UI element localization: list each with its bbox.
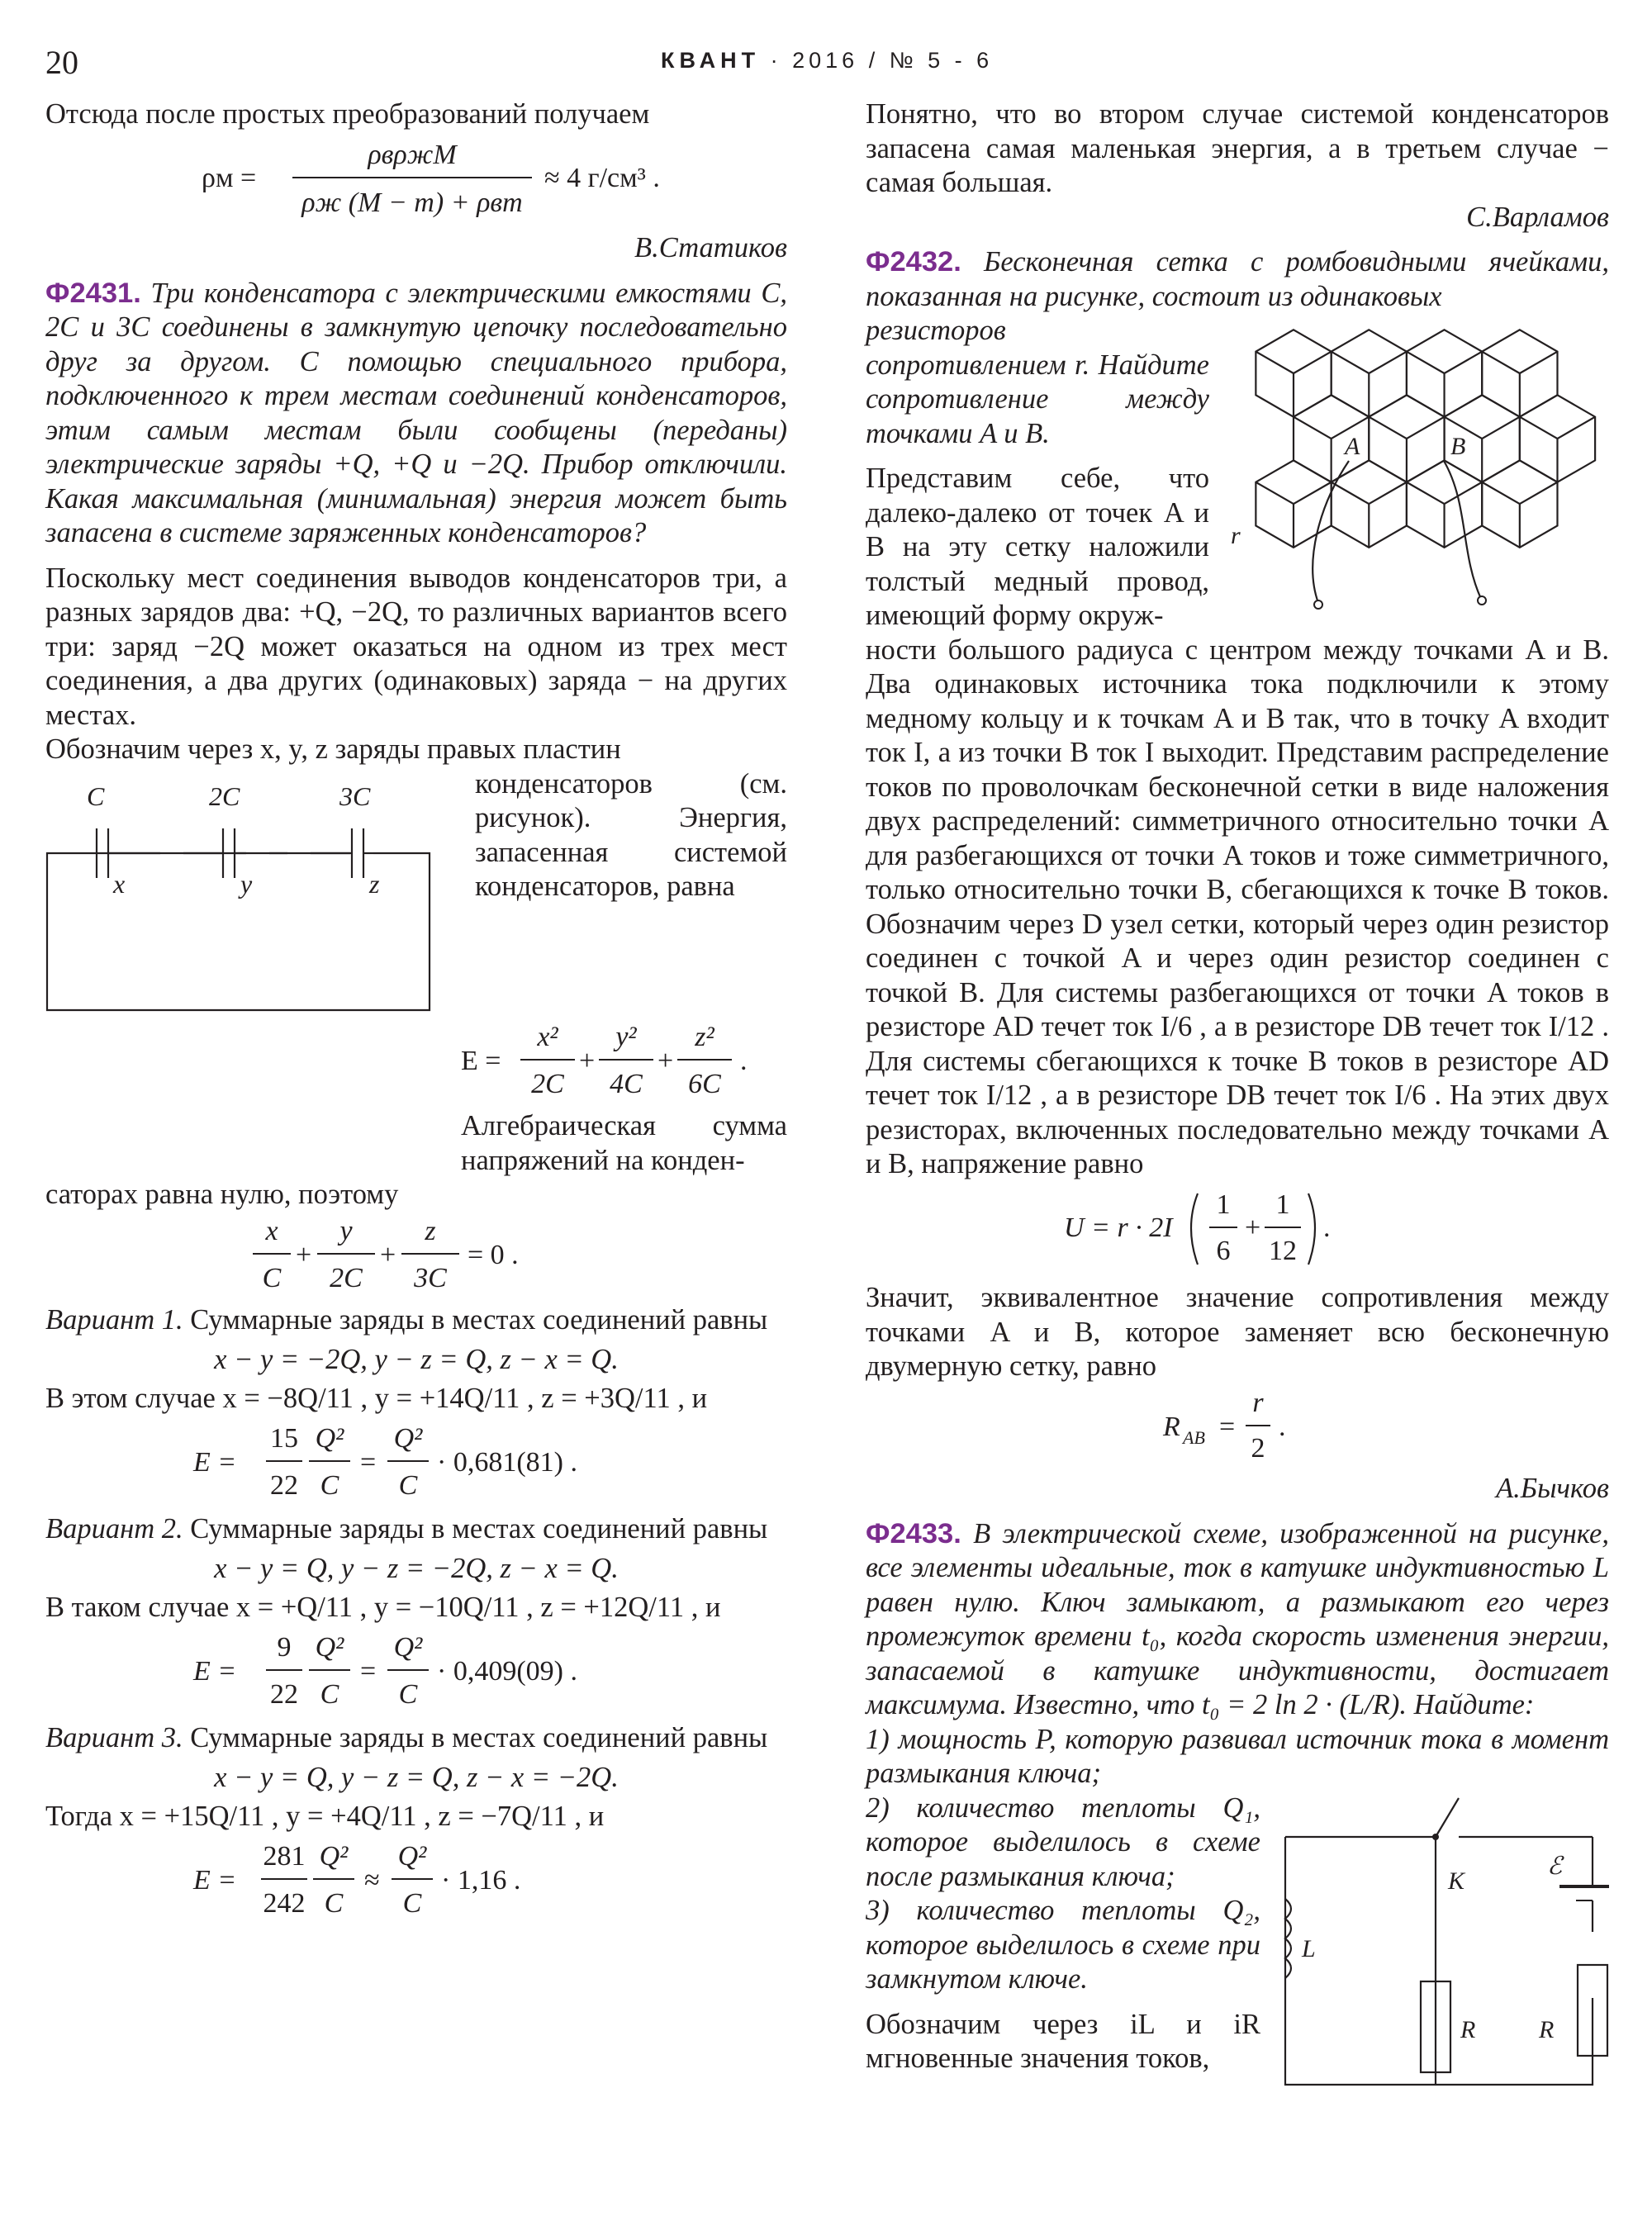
- eq-R-sub: AB: [1183, 1426, 1205, 1448]
- svg-text:+: +: [579, 1045, 596, 1076]
- eq-U-f1n: 1: [1216, 1189, 1231, 1220]
- v2-E-qd: C: [320, 1678, 339, 1710]
- variant-3-intro: [45, 1721, 787, 1756]
- grid-edge: [1369, 352, 1407, 373]
- variant-1-equation: x − y = −2Q, y − z = Q, z − x = Q.: [214, 1343, 619, 1375]
- cap-label-3c: 3C: [339, 781, 371, 811]
- eq-sum-t3d: 3C: [414, 1262, 447, 1293]
- eq-E-end: .: [740, 1045, 748, 1076]
- grid-edge: [1482, 482, 1520, 504]
- inductor-circuit-figure: [1270, 1791, 1609, 2097]
- problem-f2431: [45, 277, 787, 551]
- problem-label-f2431: Ф2431.: [45, 277, 141, 309]
- grid-edge: [1294, 352, 1332, 373]
- eq-U-lhs: U = r · 2I: [1064, 1212, 1173, 1243]
- grid-edge: [1294, 482, 1332, 504]
- paragraph-copper-wire: Представим себе, что далеко-далеко от точек A и B на эту сетку наложили толстый медный провод, имеющий форму окруж-: [866, 463, 1209, 631]
- svg-text:Q²: Q²: [393, 1422, 423, 1454]
- grid-edge: [1294, 417, 1332, 439]
- charge-label-x: x: [113, 868, 126, 899]
- v3-E-qn: Q²: [319, 1840, 349, 1872]
- eq-R-lhs: R: [1163, 1411, 1180, 1442]
- eq-U-f2d: 12: [1269, 1235, 1297, 1266]
- charge-label-z: z: [369, 868, 380, 899]
- paragraph-energy: конденсаторов (см. рисунок). Энергия, запасенная системой конденсаторов, равна: [475, 767, 787, 902]
- intro-line: Отсюда после простых преобразований получаем: [45, 98, 650, 130]
- eq-E-t2d: 4C: [610, 1068, 643, 1099]
- variant-2-intro: [45, 1512, 787, 1547]
- grid-edge: [1520, 482, 1558, 504]
- eq-rho-lhs: ρм =: [202, 162, 257, 193]
- problem-label-f2433: Ф2433.: [866, 1517, 961, 1549]
- paragraph-notation-lead: Обозначим через x, y, z заряды правых пластин: [45, 733, 621, 765]
- variant-2-energy: [45, 1625, 787, 1722]
- grid-edge: [1369, 417, 1407, 439]
- v2-E-cn: 9: [277, 1631, 292, 1663]
- grid-edge: [1407, 482, 1445, 504]
- equation-voltage: [866, 1182, 1609, 1282]
- grid-edge: [1482, 352, 1520, 373]
- grid-lines: [1256, 330, 1595, 548]
- grid-edge: [1557, 417, 1595, 439]
- v2-E-tail: · 0,409(09) .: [437, 1655, 577, 1687]
- svg-text:C: C: [402, 1887, 422, 1919]
- eq-R-end: .: [1279, 1411, 1286, 1442]
- problem-label-f2432: Ф2432.: [866, 246, 961, 278]
- v1-E-cd: 22: [270, 1469, 298, 1501]
- equation-rho-m: [45, 132, 787, 232]
- variant-3-head: Вариант 3.: [45, 1722, 183, 1753]
- equation-energy: [461, 904, 787, 1110]
- problem-f2433: [866, 1517, 1609, 1723]
- problem-text-f2432-full: Бесконечная сетка с ромбовидными ячейками, показанная на рисунке, состоит из одинаковых: [866, 246, 1610, 312]
- v3-E-cn: 281: [263, 1840, 306, 1872]
- grid-edge: [1482, 417, 1520, 439]
- paragraph-instant-currents: Обозначим через iL и iR мгновенные значения токов,: [866, 2008, 1260, 2074]
- variant-3-energy: [45, 1834, 787, 1931]
- signature-bychkov: А.Бычков: [1496, 1473, 1609, 1504]
- svg-text:C: C: [398, 1678, 418, 1710]
- svg-text:Q²: Q²: [393, 1631, 423, 1663]
- grid-label-r: r: [1231, 522, 1241, 549]
- v1-E-qd: C: [320, 1469, 339, 1501]
- paragraph-energy-comparison: Понятно, что во втором случае системой конденсаторов запасена самая маленькая энергия, а в третьем случае − самая большая.: [866, 98, 1609, 198]
- problem-f2433-item-1: 1) мощность P, которую развивал источник тока в момент размыкания ключа;: [866, 1723, 1609, 1789]
- grid-edge: [1369, 482, 1407, 504]
- v1-E-lhs: E =: [193, 1446, 237, 1478]
- eq-R-den: 2: [1251, 1432, 1265, 1464]
- svg-text:Q²: Q²: [397, 1840, 427, 1872]
- problem-f2433-item-3: 3) количество теплоты Q₂, которое выделилось в схеме при замкнутом ключе.: [866, 1895, 1260, 1995]
- variant-1-intro: [45, 1303, 787, 1338]
- rhombic-grid-figure: [1221, 314, 1609, 619]
- grid-edge: [1256, 482, 1294, 504]
- svg-text:+: +: [380, 1239, 396, 1270]
- right-column: [866, 97, 1609, 2097]
- v3-E-qd: C: [324, 1887, 344, 1919]
- grid-edge: [1407, 352, 1445, 373]
- page-number: 20: [45, 44, 78, 81]
- grid-point-a: A: [1345, 433, 1360, 460]
- resistor-label-1: R: [1460, 2015, 1476, 2043]
- eq-sum-t1n: x: [265, 1215, 278, 1246]
- charge-label-y: y: [240, 868, 253, 899]
- grid-edge: [1445, 482, 1483, 504]
- svg-text:+: +: [296, 1239, 312, 1270]
- switch-label-k: K: [1448, 1867, 1465, 1895]
- grid-edge: [1520, 417, 1558, 439]
- eq-E-t1n: x²: [537, 1021, 558, 1052]
- emf-label: ℰ: [1547, 1852, 1563, 1880]
- variant-1-case: В этом случае x = −8Q/11 , y = +14Q/11 , z = +3Q/11 , и: [45, 1383, 708, 1414]
- v2-E-qn: Q²: [315, 1631, 344, 1663]
- eq-rho-rhs: ≈ 4 г/см³ .: [544, 162, 660, 193]
- resistor-label-2: R: [1539, 2015, 1555, 2043]
- grid-edge: [1332, 352, 1370, 373]
- journal-title: КВАНТ: [661, 48, 761, 73]
- v1-E-eq: =: [360, 1446, 377, 1478]
- grid-edge: [1332, 482, 1370, 504]
- variant-1-head: Вариант 1.: [45, 1304, 183, 1336]
- v1-E-cn: 15: [270, 1422, 298, 1454]
- paragraph-equivalent: Значит, эквивалентное значение сопротивления между точками A и B, которое заменяет всю бесконечную двумерную сетку, равно: [866, 1282, 1609, 1382]
- equation-resistance: [866, 1384, 1609, 1473]
- v3-E-cd: 242: [263, 1887, 306, 1919]
- variant-1-energy: [45, 1416, 787, 1513]
- eq-E-lhs: E =: [461, 1045, 501, 1076]
- v2-E-cd: 22: [270, 1678, 298, 1710]
- variant-3-text: Суммарные заряды в местах соединений равны: [190, 1722, 768, 1753]
- journal-issue: · 2016 / № 5 - 6: [770, 48, 994, 73]
- problem-text-f2432-narrow: резисторов сопротивлением r. Найдите сопротивление между точками A и B.: [866, 315, 1209, 449]
- variant-2-head: Вариант 2.: [45, 1513, 183, 1545]
- eq-U-f2n: 1: [1275, 1189, 1290, 1220]
- equation-sum: [45, 1212, 787, 1304]
- paragraph-sum-zero: саторах равна нулю, поэтому: [45, 1179, 399, 1210]
- inductor-label-l: L: [1302, 1934, 1316, 1962]
- eq-sum-t1d: C: [262, 1262, 282, 1293]
- svg-text:C: C: [398, 1469, 418, 1501]
- grid-edge: [1520, 352, 1558, 373]
- svg-text:+: +: [1245, 1212, 1261, 1243]
- eq-E-t3d: 6C: [688, 1068, 721, 1099]
- eq-U-f1d: 6: [1216, 1235, 1231, 1266]
- eq-rho-den: ρж (M − m) + ρвm: [301, 187, 523, 218]
- problem-text-f2431: Три конденсатора с электрическими емкостями C, 2C и 3C соединены в замкнутую цепочку последовательно друг за другом. С помощью специального прибора, подключенного к трем местам соединений конденсаторов, этим самым местам были сообщены (переданы) электрические заряды +Q, +Q и −2Q. Прибор отключили. Какая максимальная (минимальная) энергия может быть запасена в системе заряженных конденсаторов?: [45, 277, 787, 548]
- eq-sum-t2d: 2C: [330, 1262, 363, 1293]
- v1-E-qn: Q²: [315, 1422, 344, 1454]
- variant-3-equation: x − y = Q, y − z = Q, z − x = −2Q.: [214, 1761, 619, 1793]
- grid-edge: [1407, 417, 1445, 439]
- problem-text-f2433: В электрической схеме, изображенной на рисунке, все элементы идеальные, ток в катушке индуктивностью L равен нулю. Ключ замыкают, а размыкают его через промежуток времени t₀, когда скорость изменения энергии, запасаемой в катушке индуктивности, достигает максимума. Известно, что t₀ = 2 ln 2 · (L/R). Найдите:: [866, 1517, 1609, 1720]
- v3-E-eq: ≈: [364, 1864, 380, 1896]
- v1-E-tail: · 0,681(81) .: [437, 1446, 577, 1478]
- variant-2-text: Суммарные заряды в местах соединений равны: [190, 1513, 768, 1545]
- variant-3-case: Тогда x = +15Q/11 , y = +4Q/11 , z = −7Q/11 , и: [45, 1801, 605, 1832]
- cap-label-2c: 2C: [209, 781, 240, 811]
- variant-1-text: Суммарные заряды в местах соединений равны: [190, 1304, 768, 1336]
- left-column: [45, 97, 787, 1930]
- journal-header: [661, 48, 993, 74]
- variant-2-equation: x − y = Q, y − z = −2Q, z − x = Q.: [214, 1552, 619, 1584]
- grid-point-b: B: [1450, 433, 1466, 460]
- problem-f2433-item-2: 2) количество теплоты Q₁, которое выделилось в схеме после размыкания ключа;: [866, 1791, 1260, 1892]
- paragraph-variants-count: Поскольку мест соединения выводов конденсаторов три, а разных зарядов два: +Q, −2Q, то различных вариантов всего три: заряд −2Q может оказаться на одном из трех мест соединения, а два других (одинаковых) заряда − на других местах.: [45, 562, 787, 731]
- figure-wrap: [45, 767, 787, 1179]
- eq-R-mid: =: [1219, 1411, 1236, 1442]
- cap-label-c: C: [87, 781, 105, 811]
- eq-E-t1d: 2C: [531, 1068, 564, 1099]
- problem-f2432-line: [866, 245, 1609, 314]
- paragraph-current-distribution: ности большого радиуса с центром между точками A и B. Два одинаковых источника тока подключили к этому медному кольцу и к точкам A и B так, что в точку A входит ток I, а из точки B ток I выходит. Представим распределение токов по проволочкам бесконечной сетки в виде наложения двух распределений: симметричного относительно точки A для разбегающихся от точки A токов и тоже симметричного, только относительно точки B, сбегающихся к точке B токов. Обозначим через D узел сетки, который через один резистор соединен с точкой A и через один резистор соединен с точкой B. Для системы разбегающихся от точки A токов в резисторе AD течет ток I/6 , а в резисторе DB течет ток I/12 . Для системы сбегающихся к точке B токов в резисторе AD течет ток I/12 , а в резисторе DB течет ток I/6 . На этих двух резисторах, включенных последовательно между точками A и B, напряжение равно: [866, 633, 1609, 1179]
- v2-E-lhs: E =: [193, 1655, 237, 1687]
- eq-sum-t3n: z: [425, 1215, 436, 1246]
- signature-statikov: В.Статиков: [634, 232, 787, 263]
- capacitor-circuit-figure: [45, 771, 475, 1018]
- eq-U-end: .: [1323, 1212, 1331, 1243]
- grid-edge: [1256, 352, 1294, 373]
- paragraph-algebraic-sum: Алгебраическая сумма напряжений на конден-: [461, 1110, 787, 1176]
- eq-E-t2n: y²: [615, 1021, 637, 1052]
- eq-rho-num: ρвρжM: [368, 139, 457, 170]
- eq-sum-t2n: y: [339, 1215, 353, 1246]
- eq-sum-rhs: = 0 .: [468, 1239, 519, 1270]
- eq-E-t3n: z²: [695, 1021, 714, 1052]
- v2-E-eq: =: [360, 1655, 377, 1687]
- eq-R-num: r: [1252, 1387, 1264, 1418]
- signature-varlamov: С.Варламов: [1466, 201, 1609, 233]
- variant-2-case: В таком случае x = +Q/11 , y = −10Q/11 , z = +12Q/11 , и: [45, 1592, 721, 1623]
- v3-E-tail: · 1,16 .: [441, 1864, 521, 1896]
- svg-text:+: +: [657, 1045, 674, 1076]
- v3-E-lhs: E =: [193, 1864, 237, 1896]
- grid-edge: [1445, 352, 1483, 373]
